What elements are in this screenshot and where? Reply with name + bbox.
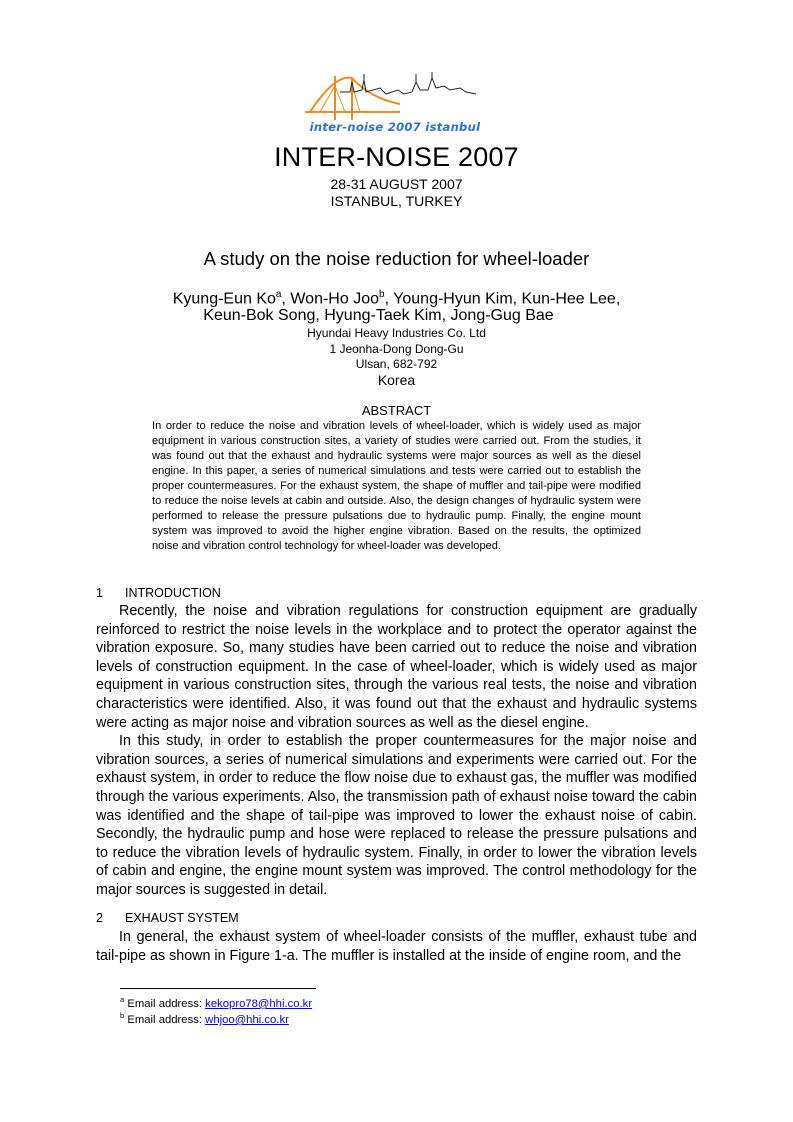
section-heading-introduction [96, 586, 221, 600]
logo-caption: inter-noise 2007 istanbul [309, 120, 481, 134]
exhaust-system-body [96, 928, 697, 965]
affiliation-street: 1 Jeonha-Dong Dong-Gu [329, 342, 464, 356]
affiliation-org: Hyundai Heavy Industries Co. Ltd [307, 326, 486, 340]
email-link[interactable]: whjoo@hhi.co.kr [205, 1013, 289, 1026]
section-number: 1 [96, 586, 103, 600]
footnote-label: Email address: [127, 1013, 206, 1026]
author-name: , Won-Ho Joo [281, 290, 379, 308]
author-line-2: Keun-Bok Song, Hyung-Taek Kim, Jong-Gug Bae [203, 307, 554, 324]
footnote-divider [120, 988, 316, 989]
paragraph: In general, the exhaust system of wheel-loader consists of the muffler, exhaust tube and tail-pipe as shown in Figure 1-a. The muffler is installed at the inside of engine room, and the [96, 929, 697, 964]
abstract-text: In order to reduce the noise and vibration levels of wheel-loader, which is widely used as major equipment in various construction sites, a variety of studies were carried out. From the studies, it was found out that the exhaust and hydraulic systems were major sources as well as the diesel engine. In this paper, a series of numerical simulations and tests were carried out to establish the proper countermeasures. For the exhaust system, the shape of muffler and tail-pipe were modified to reduce the noise levels at cabin and outside. Also, the design changes of hydraulic system were performed to release the pressure pulsations due to hydraulic pump. Finally, the engine mount system was improved to avoid the higher engine vibration. Based on the results, the optimized noise and vibration control technology for wheel-loader was developed. [152, 420, 641, 552]
author-line-1 [0, 289, 793, 308]
author-name: Kyung-Eun Ko [172, 290, 276, 308]
introduction-body [96, 602, 697, 900]
section-title: EXHAUST SYSTEM [125, 911, 239, 925]
affiliation-city: Ulsan, 682-792 [355, 357, 438, 371]
footnote-mark: a [120, 995, 125, 1004]
footnote-label: Email address: [127, 997, 206, 1010]
author-mark: b [379, 289, 385, 300]
paragraph: In this study, in order to establish the proper countermeasures for the major noise and vibration sources, a series of numerical simulations and experiments were carried out. For the exhaust system, in order to reduce the flow noise due to exhaust gas, the muffler was modified through the various experiments. Also, the transmission path of exhaust noise toward the cabin was identified and the shape of tail-pipe was improved to lower the exhaust noise of cabin. Secondly, the hydraulic pump and hose were replaced to release the pressure pulsations and to reduce the vibration levels of hydraulic system. Finally, in order to lower the vibration levels of cabin and engine, the engine mount system was improved. The control methodology for the major sources is suggested in detail. [96, 733, 697, 898]
affiliation-country: Korea [377, 372, 416, 388]
abstract-heading: ABSTRACT [361, 403, 432, 418]
paragraph: Recently, the noise and vibration regulations for construction equipment are gradually reinforced to restrict the noise levels in the workplace and to protect the operator against the vibration exposure. So, many studies have been carried out to reduce the noise and vibration levels of construction equipment. In the case of wheel-loader, which is widely used as major equipment in various construction sites, through the various real tests, the noise and vibration characteristics were identified. Also, it was found out that the exhaust and hydraulic systems were acting as major noise and vibration sources as well as the diesel engine. [96, 603, 697, 731]
author-names: , Young-Hyun Kim, Kun-Hee Lee, [384, 290, 621, 308]
footnote-a [120, 995, 312, 1010]
section-number: 2 [96, 911, 103, 925]
footnote-mark: b [120, 1011, 125, 1020]
conference-location: ISTANBUL, TURKEY [330, 193, 463, 209]
author-mark: a [275, 289, 282, 300]
conference-dates: 28-31 AUGUST 2007 [330, 176, 463, 192]
skyline-icon [340, 72, 476, 94]
footnote-b [120, 1011, 289, 1026]
paper-title: A study on the noise reduction for wheel-loader [203, 248, 590, 269]
conference-title: INTER-NOISE 2007 [274, 142, 519, 172]
email-link[interactable]: kekopro78@hhi.co.kr [205, 997, 313, 1010]
section-title: INTRODUCTION [125, 586, 221, 600]
section-heading-exhaust-system [96, 911, 239, 925]
